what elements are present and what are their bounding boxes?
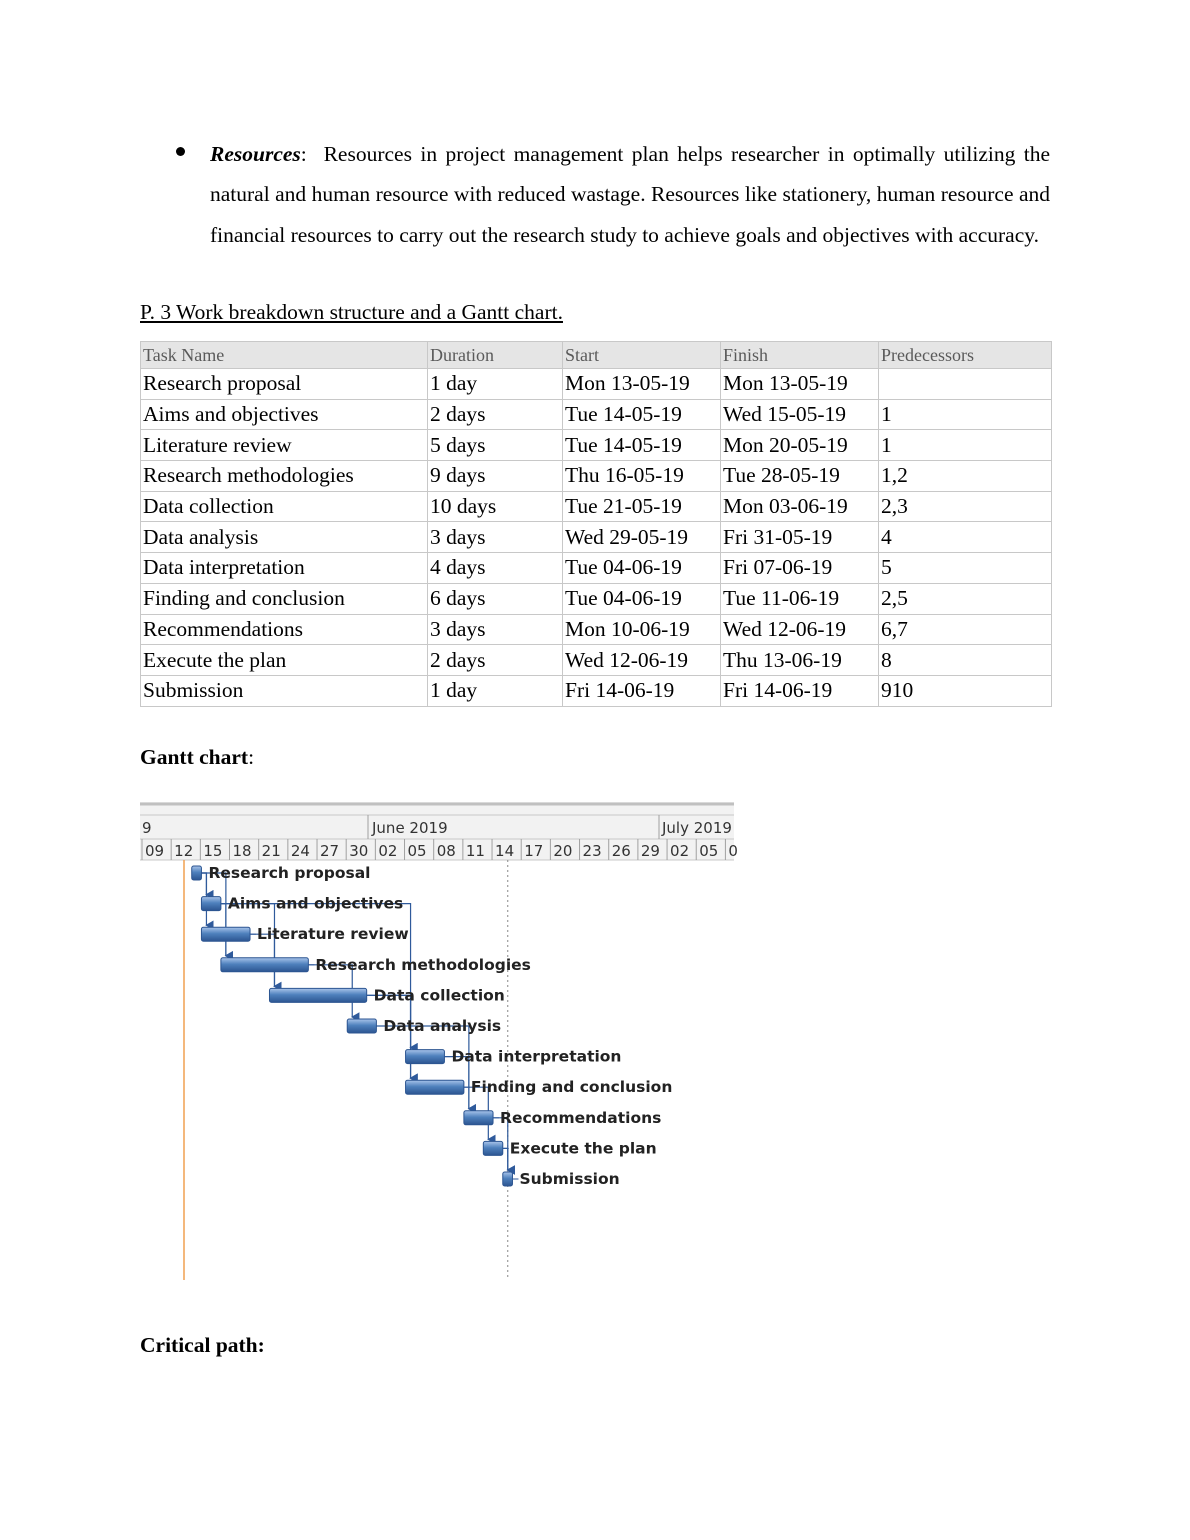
header-task-name: Task Name bbox=[141, 342, 428, 369]
cell-duration: 2 days bbox=[428, 399, 563, 430]
wbs-table bbox=[140, 341, 1052, 707]
table-row bbox=[141, 430, 1052, 461]
gantt-chart-label bbox=[140, 745, 254, 770]
resources-paragraph bbox=[210, 134, 1050, 255]
task-label: Data collection bbox=[373, 986, 505, 1005]
critical-path-label: Critical path: bbox=[140, 1333, 265, 1357]
timescale-day-label: 12 bbox=[174, 842, 194, 860]
timescale-day-label: 02 bbox=[670, 842, 690, 860]
timescale-month-label: July 2019 bbox=[662, 819, 732, 837]
timescale-day-label: 21 bbox=[261, 842, 281, 860]
task-bar bbox=[221, 958, 308, 972]
wbs-heading: P. 3 Work breakdown structure and a Gantt chart. bbox=[140, 300, 563, 324]
cell-finish: Wed 15-05-19 bbox=[721, 399, 879, 430]
table-row bbox=[141, 583, 1052, 614]
cell-task-name: Data analysis bbox=[141, 522, 428, 553]
header-duration: Duration bbox=[428, 342, 563, 369]
task-bar bbox=[483, 1141, 502, 1155]
table-row bbox=[141, 553, 1052, 584]
cell-finish: Mon 03-06-19 bbox=[721, 491, 879, 522]
task-label: Recommendations bbox=[500, 1108, 662, 1127]
cell-task-name: Research methodologies bbox=[141, 461, 428, 492]
timescale-day-label: 17 bbox=[524, 842, 544, 860]
table-row bbox=[141, 461, 1052, 492]
cell-predecessors: 2,3 bbox=[879, 491, 1052, 522]
cell-task-name: Research proposal bbox=[141, 369, 428, 400]
cell-duration: 1 day bbox=[428, 675, 563, 706]
cell-start: Tue 04-06-19 bbox=[563, 583, 721, 614]
timescale-day-label: 02 bbox=[378, 842, 398, 860]
cell-start: Tue 21-05-19 bbox=[563, 491, 721, 522]
cell-predecessors: 1 bbox=[879, 430, 1052, 461]
timescale-day-label: 18 bbox=[232, 842, 252, 860]
cell-predecessors bbox=[879, 369, 1052, 400]
dependency-link bbox=[367, 995, 411, 1078]
resources-colon: : bbox=[300, 142, 307, 166]
table-header-row bbox=[141, 342, 1052, 369]
timescale-day-label: 14 bbox=[495, 842, 515, 860]
task-bar bbox=[201, 927, 250, 941]
dependency-link bbox=[376, 1026, 468, 1109]
table-row bbox=[141, 369, 1052, 400]
cell-start: Thu 16-05-19 bbox=[563, 461, 721, 492]
cell-task-name: Finding and conclusion bbox=[141, 583, 428, 614]
task-label: Finding and conclusion bbox=[470, 1078, 673, 1097]
cell-finish: Fri 14-06-19 bbox=[721, 675, 879, 706]
cell-predecessors: 2,5 bbox=[879, 583, 1052, 614]
dependency-link bbox=[201, 873, 206, 895]
gantt-chart-label-suffix: : bbox=[248, 745, 255, 769]
cell-start: Tue 04-06-19 bbox=[563, 553, 721, 584]
cell-duration: 5 days bbox=[428, 430, 563, 461]
cell-predecessors: 6,7 bbox=[879, 614, 1052, 645]
timescale-day-label: 11 bbox=[465, 842, 485, 860]
task-label: Data analysis bbox=[383, 1017, 502, 1035]
cell-duration: 3 days bbox=[428, 614, 563, 645]
timescale-day-label: 26 bbox=[611, 842, 631, 860]
task-bar bbox=[406, 1050, 445, 1064]
task-label: Data interpretation bbox=[451, 1047, 622, 1066]
gantt-chart bbox=[140, 800, 738, 1282]
cell-predecessors: 8 bbox=[879, 645, 1052, 676]
cell-duration: 9 days bbox=[428, 461, 563, 492]
task-bar bbox=[406, 1080, 464, 1094]
task-label: Aims and objectives bbox=[227, 894, 404, 913]
task-bar bbox=[192, 866, 202, 880]
table-row bbox=[141, 491, 1052, 522]
timescale-month-label: June 2019 bbox=[372, 819, 448, 837]
timescale-day-label: 0 bbox=[728, 842, 738, 860]
timescale-day-label: 30 bbox=[349, 842, 369, 860]
cell-predecessors: 4 bbox=[879, 522, 1052, 553]
cell-task-name: Submission bbox=[141, 675, 428, 706]
task-label: Research proposal bbox=[208, 864, 371, 882]
table-row bbox=[141, 645, 1052, 676]
resources-term: Resources bbox=[210, 142, 301, 166]
timescale-month-label: 9 bbox=[142, 819, 152, 837]
timescale-day-label: 05 bbox=[407, 842, 427, 860]
cell-duration: 10 days bbox=[428, 491, 563, 522]
task-label: Research methodologies bbox=[315, 955, 531, 974]
cell-finish: Wed 12-06-19 bbox=[721, 614, 879, 645]
cell-task-name: Execute the plan bbox=[141, 645, 428, 676]
cell-task-name: Aims and objectives bbox=[141, 399, 428, 430]
cell-duration: 6 days bbox=[428, 583, 563, 614]
timescale-day-label: 15 bbox=[203, 842, 223, 860]
cell-finish: Tue 11-06-19 bbox=[721, 583, 879, 614]
header-finish: Finish bbox=[721, 342, 879, 369]
header-start: Start bbox=[563, 342, 721, 369]
task-bar bbox=[464, 1111, 493, 1125]
task-label: Execute the plan bbox=[509, 1139, 657, 1158]
cell-predecessors: 1,2 bbox=[879, 461, 1052, 492]
cell-task-name: Data interpretation bbox=[141, 553, 428, 584]
cell-duration: 3 days bbox=[428, 522, 563, 553]
cell-finish: Thu 13-06-19 bbox=[721, 645, 879, 676]
table-row bbox=[141, 614, 1052, 645]
task-bar bbox=[201, 897, 220, 911]
timescale-day-label: 05 bbox=[699, 842, 719, 860]
cell-start: Wed 29-05-19 bbox=[563, 522, 721, 553]
cell-task-name: Recommendations bbox=[141, 614, 428, 645]
cell-finish: Mon 20-05-19 bbox=[721, 430, 879, 461]
dependency-link bbox=[221, 904, 275, 987]
resources-text: Resources in project management plan helps researcher in optimally utilizing the natural and human resource with reduced wastage. Resources like stationery, human resource and financial resources to carry out the research study to achieve goals and objectives with accuracy. bbox=[210, 142, 1051, 247]
cell-start: Tue 14-05-19 bbox=[563, 399, 721, 430]
dependency-link bbox=[503, 1148, 508, 1170]
cell-duration: 4 days bbox=[428, 553, 563, 584]
timescale-day-label: 24 bbox=[290, 842, 310, 860]
timescale-day-label: 20 bbox=[553, 842, 573, 860]
gantt-chart-label-bold: Gantt chart bbox=[140, 745, 249, 769]
timescale-day-label: 27 bbox=[320, 842, 340, 860]
cell-task-name: Literature review bbox=[141, 430, 428, 461]
task-label: Submission bbox=[519, 1170, 620, 1188]
task-bar bbox=[347, 1019, 376, 1033]
cell-start: Tue 14-05-19 bbox=[563, 430, 721, 461]
cell-start: Fri 14-06-19 bbox=[563, 675, 721, 706]
gantt-chart-svg bbox=[140, 800, 738, 1282]
resources-bullet bbox=[140, 134, 1050, 255]
cell-start: Mon 10-06-19 bbox=[563, 614, 721, 645]
cell-finish: Mon 13-05-19 bbox=[721, 369, 879, 400]
cell-finish: Fri 31-05-19 bbox=[721, 522, 879, 553]
timescale-day-label: 29 bbox=[640, 842, 660, 860]
timescale-day-label: 09 bbox=[145, 842, 165, 860]
task-label: Literature review bbox=[257, 925, 409, 944]
table-row bbox=[141, 399, 1052, 430]
task-bar bbox=[503, 1172, 513, 1186]
cell-predecessors: 910 bbox=[879, 675, 1052, 706]
table-row bbox=[141, 522, 1052, 553]
cell-start: Mon 13-05-19 bbox=[563, 369, 721, 400]
cell-task-name: Data collection bbox=[141, 491, 428, 522]
cell-predecessors: 1 bbox=[879, 399, 1052, 430]
cell-finish: Tue 28-05-19 bbox=[721, 461, 879, 492]
dependency-link bbox=[201, 873, 225, 956]
cell-start: Wed 12-06-19 bbox=[563, 645, 721, 676]
timescale-day-label: 23 bbox=[582, 842, 602, 860]
cell-duration: 2 days bbox=[428, 645, 563, 676]
task-bar bbox=[269, 988, 366, 1002]
timescale-day-label: 08 bbox=[436, 842, 456, 860]
cell-predecessors: 5 bbox=[879, 553, 1052, 584]
header-predecessors: Predecessors bbox=[879, 342, 1052, 369]
bullet-icon bbox=[176, 147, 185, 156]
cell-finish: Fri 07-06-19 bbox=[721, 553, 879, 584]
table-row bbox=[141, 675, 1052, 706]
cell-duration: 1 day bbox=[428, 369, 563, 400]
